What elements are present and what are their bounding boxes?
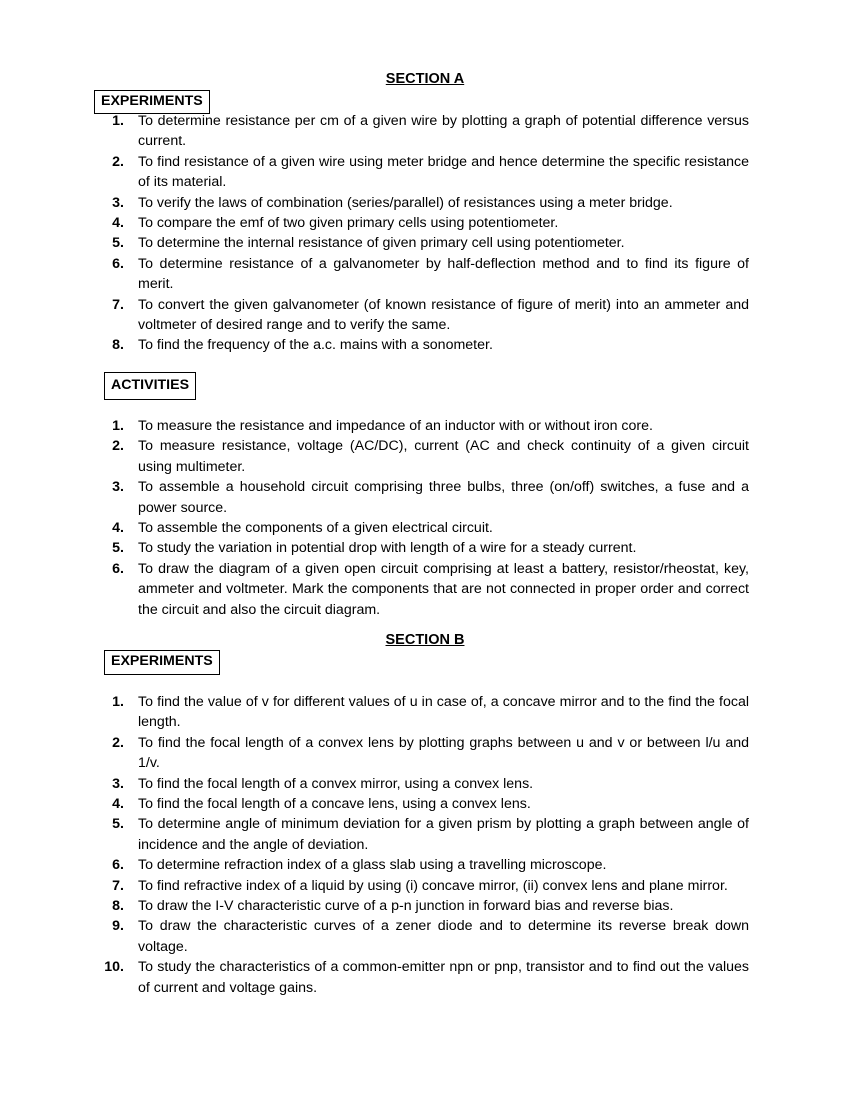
- item-text: To verify the laws of combination (series/parallel) of resistances using a meter bridge.: [138, 194, 673, 211]
- item-number: 10.: [104, 959, 124, 976]
- item-text: To study the variation in potential drop with length of a wire for a steady current.: [138, 540, 637, 557]
- list-item: [0, 774, 850, 794]
- item-text: To compare the emf of two given primary cells using potentiometer.: [138, 215, 559, 232]
- list-item: [0, 916, 850, 957]
- item-number: 4.: [112, 796, 124, 813]
- list-item: [0, 335, 850, 355]
- item-number: 5.: [112, 235, 124, 252]
- item-number: 7.: [112, 296, 124, 313]
- item-number: 9.: [112, 918, 124, 935]
- section-b-heading: SECTION B: [385, 632, 465, 648]
- list-item: [0, 477, 850, 518]
- list-item: [0, 518, 850, 538]
- list-item: [0, 416, 850, 436]
- item-text: To determine resistance per cm of a given wire by plotting a graph of potential difference versus current.: [138, 113, 749, 150]
- item-text: To find refractive index of a liquid by using (i) concave mirror, (ii) convex lens and plane mirror.: [138, 877, 728, 894]
- list-item: [0, 876, 850, 896]
- item-number: 6.: [112, 857, 124, 874]
- item-text: To study the characteristics of a common-emitter npn or pnp, transistor and to find out the values of current and voltage gains.: [138, 959, 749, 996]
- section-a-activities-label: ACTIVITIES: [104, 372, 196, 400]
- item-text: To find the value of v for different values of u in case of, a concave mirror and to the find the focal length.: [138, 694, 749, 731]
- item-text: To find the frequency of the a.c. mains with a sonometer.: [138, 337, 493, 354]
- list-item: [0, 692, 850, 733]
- item-text: To find resistance of a given wire using meter bridge and hence determine the specific resistance of its material.: [138, 153, 749, 191]
- item-number: 3.: [112, 775, 124, 792]
- list-item: [0, 233, 850, 253]
- item-text: To find the focal length of a concave lens, using a convex lens.: [138, 796, 531, 813]
- list-item: [0, 733, 850, 774]
- item-number: 3.: [112, 479, 124, 496]
- item-number: 6.: [112, 560, 124, 577]
- list-item: [0, 436, 850, 477]
- list-item: [0, 152, 850, 193]
- item-text: To find the focal length of a convex mirror, using a convex lens.: [138, 775, 534, 792]
- section-b-experiments-label: EXPERIMENTS: [104, 650, 220, 675]
- list-item: [0, 957, 850, 998]
- item-text: To determine angle of minimum deviation for a given prism by plotting a graph between angle of incidence and the angle of deviation.: [138, 816, 749, 853]
- list-item: [0, 855, 850, 875]
- item-text: To find the focal length of a convex lens by plotting graphs between u and v or between l/u and 1/v.: [138, 734, 749, 772]
- item-number: 4.: [112, 520, 124, 537]
- item-text: To measure resistance, voltage (AC/DC), current (AC and check continuity of a given circuit using multimeter.: [138, 438, 749, 475]
- item-number: 4.: [112, 215, 124, 232]
- item-text: To draw the diagram of a given open circuit comprising at least a battery, resistor/rheostat, key, ammeter and voltmeter. Mark the components that are not connected in proper order and correct the circuit and also the circuit diagram.: [138, 560, 749, 618]
- list-item: [0, 794, 850, 814]
- item-number: 8.: [112, 337, 124, 354]
- item-number: 8.: [112, 898, 124, 915]
- list-item: [0, 254, 850, 295]
- section-a-heading: SECTION A: [385, 71, 465, 87]
- list-item: [0, 111, 850, 152]
- section-a-activities-list: [0, 416, 850, 620]
- item-number: 1.: [112, 694, 124, 710]
- list-item: [0, 814, 850, 855]
- section-b-experiments-list: [0, 692, 850, 998]
- item-number: 3.: [112, 194, 124, 211]
- item-text: To determine the internal resistance of given primary cell using potentiometer.: [138, 235, 625, 252]
- item-number: 1.: [112, 418, 124, 434]
- item-text: To draw the characteristic curves of a zener diode and to determine its reverse break down voltage.: [138, 918, 749, 955]
- item-text: To determine resistance of a galvanometer by half-deflection method and to find its figure of merit.: [138, 255, 749, 293]
- item-text: To assemble the components of a given electrical circuit.: [138, 520, 493, 537]
- item-text: To determine refraction index of a glass slab using a travelling microscope.: [138, 857, 607, 874]
- item-number: 2.: [112, 734, 124, 751]
- list-item: [0, 213, 850, 233]
- item-number: 1.: [112, 113, 124, 129]
- item-number: 7.: [112, 877, 124, 894]
- item-number: 5.: [112, 816, 124, 833]
- item-number: 2.: [112, 438, 124, 455]
- item-number: 5.: [112, 540, 124, 557]
- list-item: [0, 896, 850, 916]
- item-number: 2.: [112, 153, 124, 170]
- section-a-experiments-list: [0, 111, 850, 356]
- item-text: To measure the resistance and impedance of an inductor with or without iron core.: [138, 418, 653, 434]
- item-text: To convert the given galvanometer (of known resistance of figure of merit) into an ammeter and voltmeter of desired range and to verify the same.: [138, 296, 749, 334]
- list-item: [0, 559, 850, 620]
- item-number: 6.: [112, 255, 124, 272]
- section-a-experiments-label: EXPERIMENTS: [94, 90, 210, 114]
- item-text: To draw the I-V characteristic curve of a p-n junction in forward bias and reverse bias.: [138, 898, 674, 915]
- item-text: To assemble a household circuit comprising three bulbs, three (on/off) switches, a fuse and a power source.: [138, 479, 749, 516]
- list-item: [0, 295, 850, 336]
- list-item: [0, 193, 850, 213]
- list-item: [0, 538, 850, 558]
